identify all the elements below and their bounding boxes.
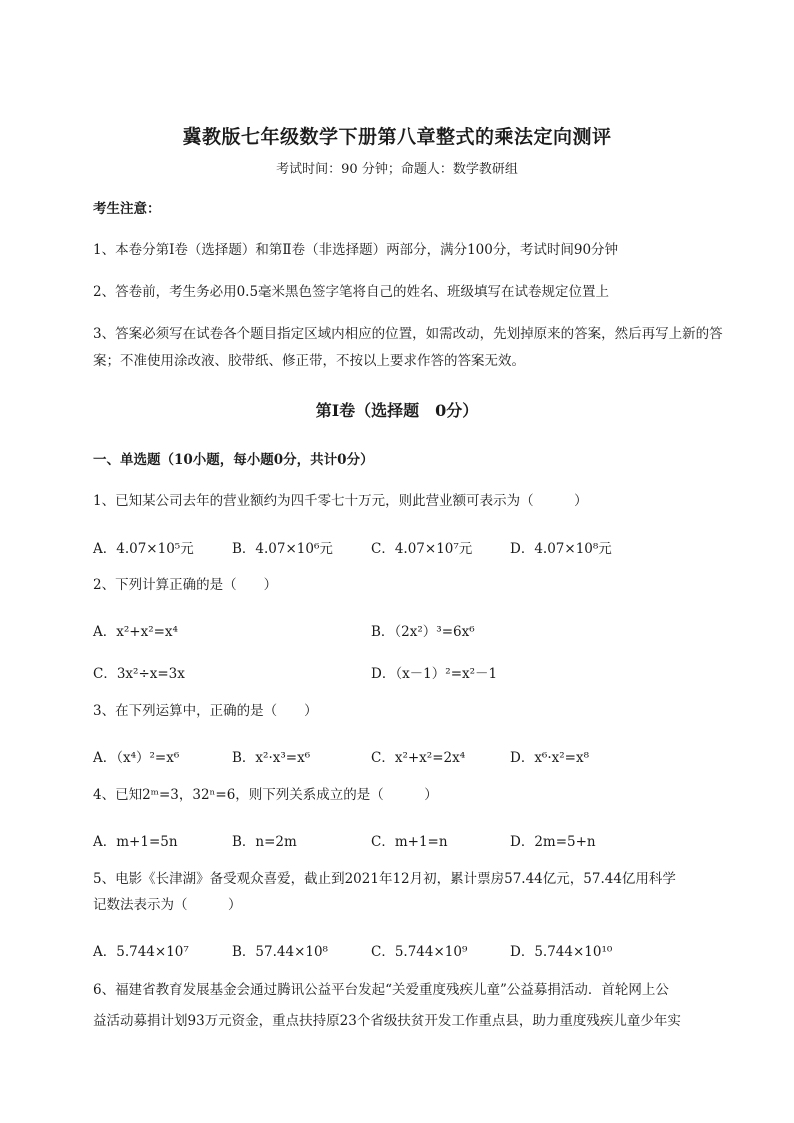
question-1-options bbox=[93, 537, 743, 559]
option-c[interactable]: C．5.744×10⁹ bbox=[371, 944, 468, 960]
option-b[interactable]: B．57.44×10⁸ bbox=[232, 944, 328, 960]
question-3-stem: 3、在下列运算中，正确的是（ ） bbox=[93, 703, 318, 719]
question-2-stem: 2、下列计算正确的是（ ） bbox=[93, 577, 278, 593]
option-a[interactable]: A．5.744×10⁷ bbox=[93, 944, 189, 960]
option-b[interactable]: B．（2x²）³=6x⁶ bbox=[371, 624, 475, 640]
notice-item-1: 1、本卷分第Ⅰ卷（选择题）和第Ⅱ卷（非选择题）两部分，满分100分，考试时间90分钟 bbox=[93, 242, 619, 258]
section-heading: 第Ⅰ卷（选择题 0分） bbox=[315, 401, 479, 420]
question-2-options-row2 bbox=[93, 662, 743, 684]
option-d[interactable]: D．4.07×10⁸元 bbox=[510, 541, 612, 557]
option-c[interactable]: C．4.07×10⁷元 bbox=[371, 541, 473, 557]
question-4-stem: 4、已知2ᵐ=3，32ⁿ=6，则下列关系成立的是（ ） bbox=[93, 787, 438, 803]
question-5-stem-line-1: 5、电影《长津湖》备受观众喜爱，截止到2021年12月初，累计票房57.44亿元，57.44亿用科学 bbox=[93, 871, 676, 887]
question-5-stem-line-2: 记数法表示为（ ） bbox=[93, 897, 242, 913]
option-d[interactable]: D．5.744×10¹⁰ bbox=[510, 944, 613, 960]
question-5-options bbox=[93, 940, 743, 962]
part-heading: 一、单选题（10小题，每小题0分，共计0分） bbox=[93, 452, 374, 468]
option-d[interactable]: D．2m=5+n bbox=[510, 834, 596, 850]
option-a[interactable]: A．（x⁴）²=x⁶ bbox=[93, 750, 180, 766]
notice-item-2: 2、答卷前，考生务必用0.5毫米黑色签字笔将自己的姓名、班级填写在试卷规定位置上 bbox=[93, 284, 610, 300]
notice-heading: 考生注意： bbox=[93, 201, 161, 217]
page-title: 冀教版七年级数学下册第八章整式的乘法定向测评 bbox=[182, 126, 612, 148]
option-a[interactable]: A．m+1=5n bbox=[93, 834, 178, 850]
question-2-options-row1 bbox=[93, 620, 743, 642]
question-3-options bbox=[93, 746, 743, 768]
exam-info: 考试时间：90 分钟；命题人：数学教研组 bbox=[276, 162, 518, 177]
option-b[interactable]: B．4.07×10⁶元 bbox=[232, 541, 333, 557]
option-a[interactable]: A．x²+x²=x⁴ bbox=[93, 624, 178, 640]
question-1-stem: 1、已知某公司去年的营业额约为四千零七十万元，则此营业额可表示为（ ） bbox=[93, 493, 588, 509]
notice-item-3: 3、答案必须写在试卷各个题目指定区域内相应的位置，如需改动，先划掉原来的答案，然后再写上新的答案；不准使用涂改液、胶带纸、修正带，不按以上要求作答的答案无效。 bbox=[93, 326, 723, 369]
option-c[interactable]: C．x²+x²=2x⁴ bbox=[371, 750, 466, 766]
option-b[interactable]: B．x²·x³=x⁶ bbox=[232, 750, 311, 766]
option-c[interactable]: C．m+1=n bbox=[371, 834, 448, 850]
option-c[interactable]: C．3x²÷x=3x bbox=[93, 666, 185, 682]
option-a[interactable]: A．4.07×10⁵元 bbox=[93, 541, 194, 557]
question-4-options bbox=[93, 830, 743, 852]
question-6-stem-line-1: 6、福建省教育发展基金会通过腾讯公益平台发起“关爱重度残疾儿童”公益募捐活动．首轮网上公 bbox=[93, 982, 669, 998]
option-d[interactable]: D．（x－1）²=x²－1 bbox=[371, 666, 498, 682]
question-6-stem-line-2: 益活动募捐计划93万元资金，重点扶持原23个省级扶贫开发工作重点县，助力重度残疾儿童少年实 bbox=[93, 1013, 681, 1029]
option-b[interactable]: B．n=2m bbox=[232, 834, 297, 850]
option-d[interactable]: D．x⁶·x²=x⁸ bbox=[510, 750, 590, 766]
